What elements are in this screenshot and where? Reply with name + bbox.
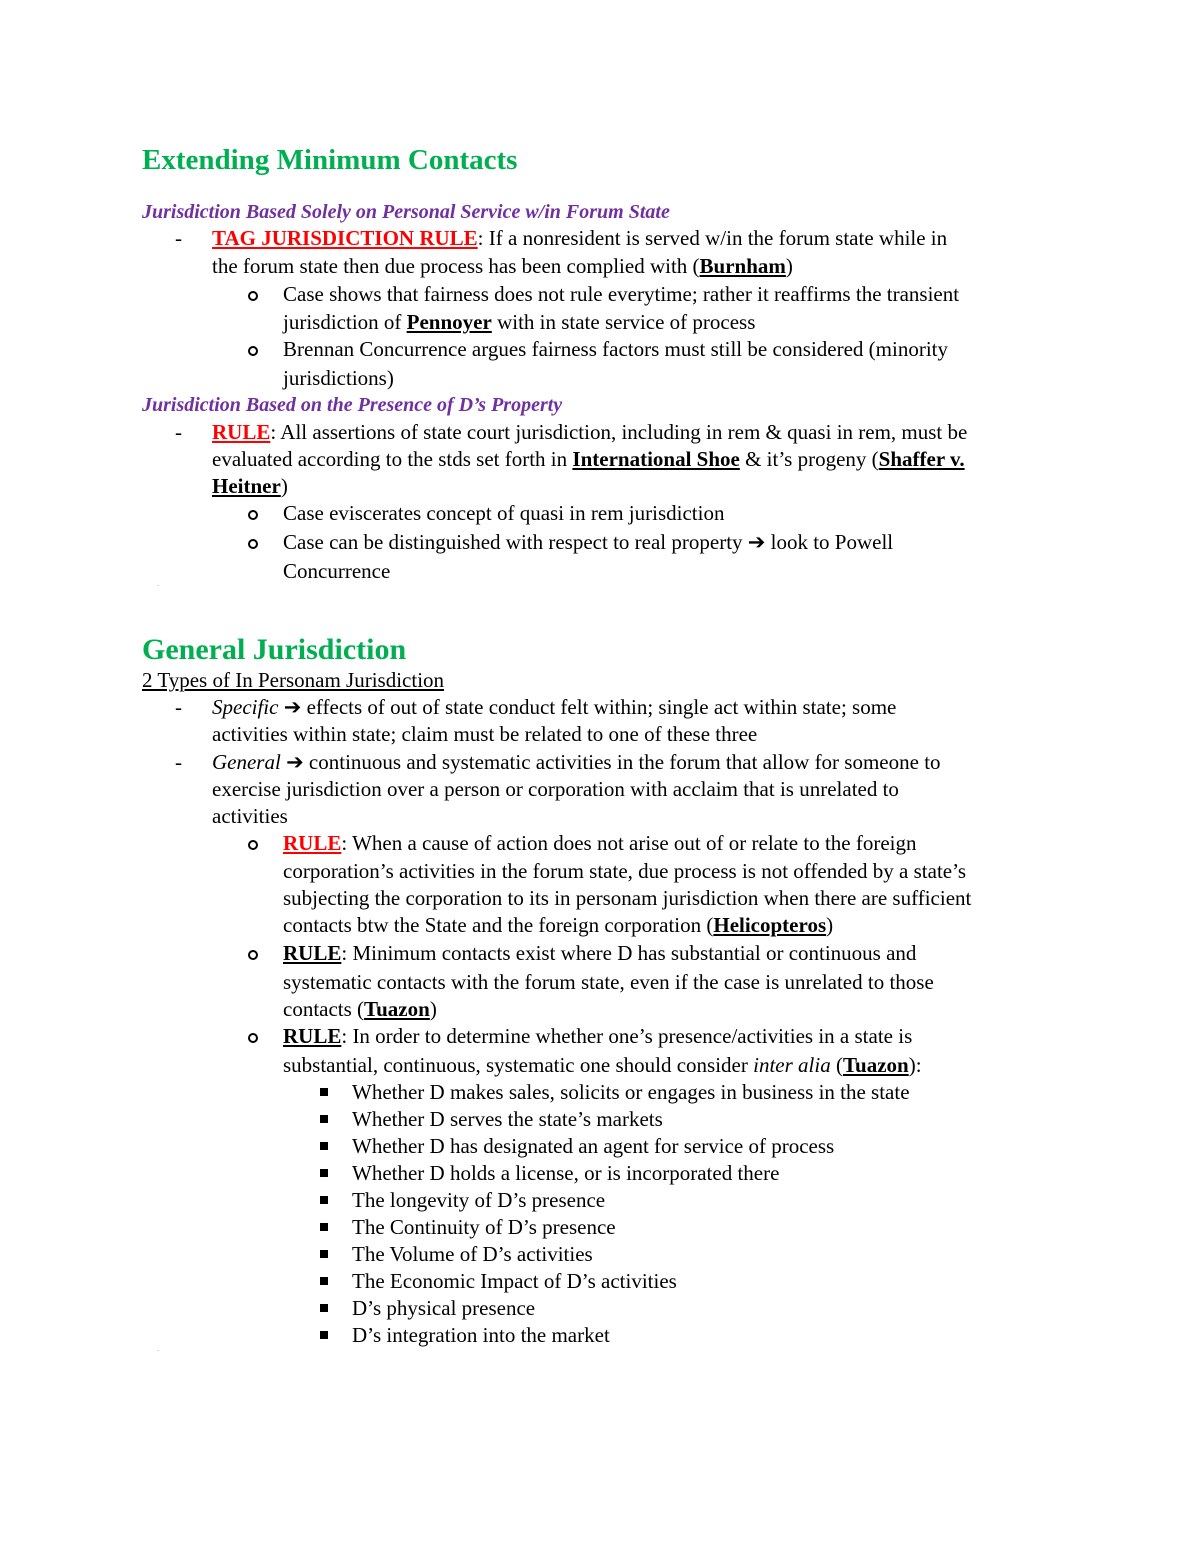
close-paren: ) [785,254,793,278]
case-burnham: Burnham [699,254,786,278]
factor-item: The Continuity of D’s presence [352,1215,616,1239]
bullet-real-property-line1: Case can be distinguished with respect to real property ➔ look to Powell [283,530,894,554]
bullet-text: jurisdiction of [283,310,407,334]
tag-jurisdiction-rule-line1 [212,228,947,249]
specific-line1 [212,697,896,718]
general-label: General [212,750,281,774]
square-bullet-icon [320,1196,328,1204]
case-international-shoe: International Shoe [572,447,740,471]
case-pennoyer: Pennoyer [406,310,492,334]
factors-rule-line1 [283,1026,912,1047]
specific-line2: activities within state; claim must be related to one of these three [212,722,758,746]
rule-text: evaluated according to the stds set forth in [212,447,573,471]
case-tuazon: Tuazon [842,1053,909,1077]
general-line2: exercise jurisdiction over a person or corporation with acclaim that is unrelated to [212,777,899,801]
circle-bullet-icon [248,291,258,301]
rule-label: RULE [283,941,342,965]
factor-item: D’s integration into the market [352,1323,610,1347]
specific-text: ➔ effects of out of state conduct felt within; single act within state; some [278,695,897,719]
case-shaffer-part1: Shaffer v. [878,447,965,471]
factors-rule-line2 [283,1055,922,1076]
dash-bullet: - [175,226,182,250]
general-text: ➔ continuous and systematic activities in the forum that allow for someone to [280,750,941,774]
bullet-real-property-line2: Concurrence [283,559,391,583]
bullet-eviscerates: Case eviscerates concept of quasi in rem jurisdiction [283,501,725,525]
tuazon-rule-line3 [283,999,437,1020]
factor-item: Whether D holds a license, or is incorporated there [352,1161,780,1185]
circle-bullet-icon [248,840,258,850]
helicopteros-rule-line3: subjecting the corporation to its in personam jurisdiction when there are sufficient [283,886,972,910]
square-bullet-icon [320,1169,328,1177]
rule-text: the forum state then due process has been complied with ( [212,254,700,278]
rule-text: ( [830,1053,843,1077]
circle-bullet-icon [248,346,258,356]
rule-text: contacts ( [283,997,365,1021]
rule-label: RULE [283,1024,342,1048]
shaffer-rule-line2 [212,449,965,470]
subheading-two-types: 2 Types of In Personam Jurisdiction [142,668,445,692]
circle-bullet-icon [248,539,258,549]
factor-item: The longevity of D’s presence [352,1188,606,1212]
tag-jurisdiction-rule-label: TAG JURISDICTION RULE [212,226,478,250]
general-line3: activities [212,804,288,828]
section-title-extending-minimum-contacts: Extending Minimum Contacts [142,144,518,176]
rule-text: : When a cause of action does not arise out of or relate to the foreign [341,831,917,855]
rule-text: : All assertions of state court jurisdiction, including in rem & quasi in rem, must be [270,420,968,444]
close-paren: ) [280,474,288,498]
tag-jurisdiction-rule-line2 [212,256,793,277]
tuazon-rule-line2: systematic contacts with the forum state, even if the case is unrelated to those [283,970,934,994]
bullet-fairness-line1: Case shows that fairness does not rule everytime; rather it reaffirms the transient [283,282,960,306]
shaffer-rule-line3 [212,476,288,497]
square-bullet-icon [320,1277,328,1285]
rule-text: contacts btw the State and the foreign corporation ( [283,913,714,937]
shaffer-rule-line1 [212,422,967,443]
dash-bullet: - [175,420,182,444]
stray-mark: . [157,579,159,588]
square-bullet-icon [320,1115,328,1123]
dash-bullet: - [175,695,182,719]
bullet-fairness-line2 [283,312,755,333]
subheading-presence-of-property: Jurisdiction Based on the Presence of D’s Property [142,394,563,416]
helicopteros-rule-line1 [283,833,917,854]
factor-item: The Volume of D’s activities [352,1242,593,1266]
circle-bullet-icon [248,950,258,960]
rule-label: RULE [212,420,271,444]
stray-mark: . [157,1344,159,1353]
square-bullet-icon [320,1331,328,1339]
circle-bullet-icon [248,510,258,520]
rule-text: substantial, continuous, systematic one should consider [283,1053,754,1077]
rule-text: ): [908,1053,922,1077]
square-bullet-icon [320,1142,328,1150]
subheading-personal-service: Jurisdiction Based Solely on Personal Service w/in Forum State [142,201,670,223]
square-bullet-icon [320,1304,328,1312]
square-bullet-icon [320,1250,328,1258]
bullet-text: with in state service of process [491,310,756,334]
factor-item: Whether D has designated an agent for service of process [352,1134,835,1158]
rule-text: & it’s progeny ( [739,447,879,471]
tuazon-rule-line1 [283,943,916,964]
specific-label: Specific [212,695,279,719]
general-line1 [212,752,941,773]
circle-bullet-icon [248,1033,258,1043]
section-title-general-jurisdiction: General Jurisdiction [142,633,407,666]
bullet-brennan-line1: Brennan Concurrence argues fairness factors must still be considered (minority [283,337,948,361]
case-helicopteros: Helicopteros [713,913,827,937]
rule-text: : In order to determine whether one’s presence/activities in a state is [341,1024,913,1048]
dash-bullet: - [175,750,182,774]
square-bullet-icon [320,1223,328,1231]
rule-text: : If a nonresident is served w/in the forum state while in [477,226,948,250]
factor-item: Whether D serves the state’s markets [352,1107,663,1131]
factor-item: D’s physical presence [352,1296,536,1320]
case-tuazon: Tuazon [364,997,430,1021]
factor-item: The Economic Impact of D’s activities [352,1269,677,1293]
helicopteros-rule-line2: corporation’s activities in the forum state, due process is not offended by a state’s [283,859,967,883]
close-paren: ) [826,913,834,937]
close-paren: ) [429,997,437,1021]
square-bullet-icon [320,1088,328,1096]
helicopteros-rule-line4 [283,915,833,936]
rule-text: : Minimum contacts exist where D has substantial or continuous and [341,941,917,965]
case-shaffer-part2: Heitner [212,474,281,498]
bullet-brennan-line2: jurisdictions) [283,366,394,390]
rule-label: RULE [283,831,342,855]
factor-item: Whether D makes sales, solicits or engages in business in the state [352,1080,910,1104]
inter-alia: inter alia [753,1053,831,1077]
